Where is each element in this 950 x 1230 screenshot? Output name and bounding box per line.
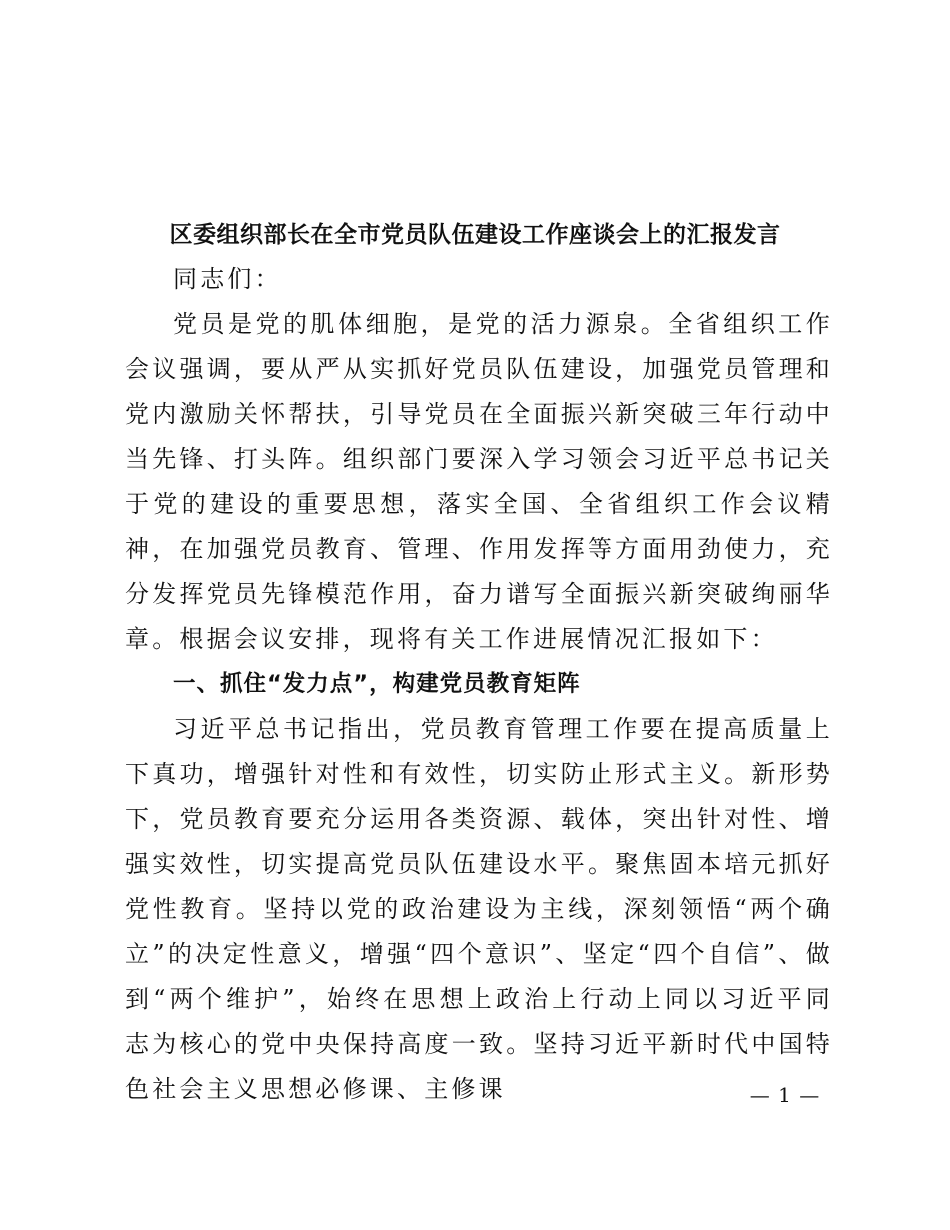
body-paragraph-1: 党员是党的肌体细胞，是党的活力源泉。全省组织工作会议强调，要从严从实抓好党员队伍建设，加强党员管理和党内激励关怀帮扶，引导党员在全面振兴新突破三年行动中当先锋、打头阵。组织部门要深入学习领会习近平总书记关于党的建设的重要思想，落实全国、全省组织工作会议精神，在加强党员教育、管理、作用发挥等方面用劲使力，充分发挥党员先锋模范作用，奋力谱写全面振兴新突破绚丽华章。根据会议安排，现将有关工作进展情况汇报如下：	[125, 310, 833, 653]
body-paragraph-2: 习近平总书记指出，党员教育管理工作要在提高质量上下真功，增强针对性和有效性，切实防止形式主义。新形势下，党员教育要充分运用各类资源、载体，突出针对性、增强实效性，切实提高党员队伍建设水平。聚焦固本培元抓好党性教育。坚持以党的政治建设为主线，深刻领悟“两个确立”的决定性意义，增强“四个意识”、坚定“四个自信”、做到“两个维护”，始终在思想上政治上行动上同以习近平同志为核心的党中央保持高度一致。坚持习近平新时代中国特色社会主义思想必修课、主修课	[125, 715, 833, 1103]
page-number: — 1 —	[749, 1083, 821, 1107]
salutation: 同志们：	[173, 265, 282, 293]
section-heading-1: 一、抓住“发力点”，构建党员教育矩阵	[173, 671, 581, 697]
document-title: 区委组织部长在全市党员队伍建设工作座谈会上的汇报发言	[169, 222, 781, 248]
